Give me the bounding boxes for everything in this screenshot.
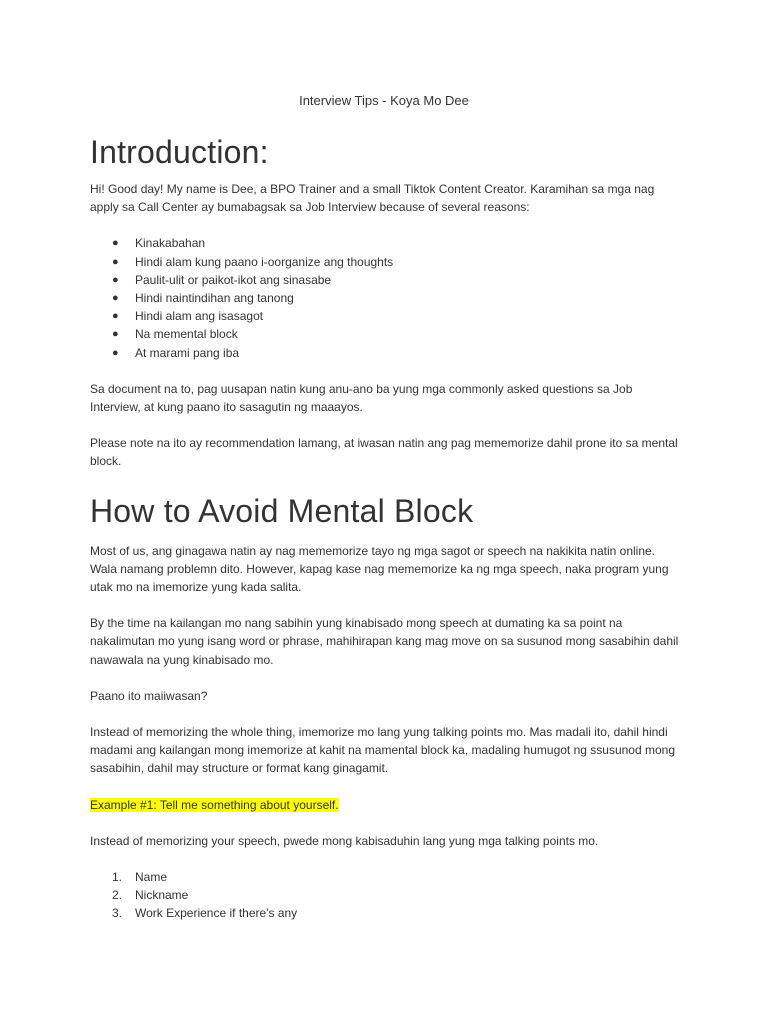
intro-paragraph: Hi! Good day! My name is Dee, a BPO Trainer and a small Tiktok Content Creator. Karamihan sa mga nag apply sa Call Center ay bumabagsak sa Job Interview because of several reasons: bbox=[90, 182, 655, 215]
avoid-paragraph-1: Most of us, ang ginagawa natin ay nag mememorize tayo ng mga sagot or speech na nakikita natin online. Wala namang problemn dito. However, kapag kase nag mememorize ka ng mga speech, naka program yung utak mo na imemorize yung kada salita. bbox=[90, 543, 669, 595]
bullet-icon: ● bbox=[112, 273, 119, 286]
intro-paragraph-3: Please note na ito ay recommendation lamang, at iwasan natin ang pag mememorize dahil prone ito sa mental block. bbox=[90, 436, 678, 469]
list-item-text: At marami pang iba bbox=[135, 345, 240, 360]
list-item-text: Nickname bbox=[135, 888, 189, 903]
avoid-question: Paano ito maiiwasan? bbox=[90, 688, 208, 703]
list-item-text: Hindi alam kung paano i-oorganize ang thoughts bbox=[135, 254, 394, 269]
bullet-icon: ● bbox=[112, 255, 119, 268]
bullet-icon: ● bbox=[112, 292, 119, 305]
list-item bbox=[90, 868, 680, 886]
list-item-text: Hindi alam ang isasagot bbox=[135, 309, 264, 324]
document-body bbox=[90, 132, 680, 923]
bullet-icon: ● bbox=[112, 310, 119, 323]
list-item bbox=[90, 344, 680, 362]
list-item-text: Work Experience if there's any bbox=[135, 906, 298, 921]
list-item-text: Kinakabahan bbox=[135, 236, 206, 251]
avoid-paragraph-4: Instead of memorizing the whole thing, imemorize mo lang yung talking points mo. Mas madali ito, dahil hindi madami ang kailangan mong imemorize at kahit na mamental block ka, madaling humugot ng ssusunod mong sasabihin, dahil may structure or format kang ginagamit. bbox=[90, 725, 675, 776]
talking-points-list bbox=[90, 868, 680, 923]
bullet-icon: ● bbox=[112, 346, 119, 359]
list-item-text: Paulit-ulit or paikot-ikot ang sinasabe bbox=[135, 272, 332, 287]
list-number: 1. bbox=[112, 870, 123, 885]
reasons-list bbox=[90, 234, 680, 361]
list-item bbox=[90, 253, 680, 271]
list-item bbox=[90, 325, 680, 343]
list-item-text: Hindi naintindihan ang tanong bbox=[135, 291, 294, 306]
example-label bbox=[90, 796, 680, 814]
bullet-icon: ● bbox=[112, 328, 119, 341]
list-item bbox=[90, 904, 680, 922]
intro-paragraph-2: Sa document na to, pag uusapan natin kung anu-ano ba yung mga commonly asked questions sa Job Interview, at kung paano ito sasagutin ng maaayos. bbox=[90, 381, 633, 415]
bullet-icon: ● bbox=[112, 237, 119, 250]
heading-introduction: Introduction: bbox=[90, 134, 269, 170]
document-header-title: Interview Tips - Koya Mo Dee bbox=[299, 93, 469, 108]
list-item bbox=[90, 271, 680, 289]
heading-avoid-mental-block: How to Avoid Mental Block bbox=[90, 492, 474, 529]
list-item bbox=[90, 234, 680, 252]
list-item bbox=[90, 886, 680, 904]
highlighted-text: Example #1: Tell me something about yourself. bbox=[90, 797, 339, 812]
list-number: 2. bbox=[112, 888, 123, 903]
list-item bbox=[90, 289, 680, 307]
avoid-paragraph-5: Instead of memorizing your speech, pwede mong kabisaduhin lang yung mga talking points mo. bbox=[90, 833, 599, 848]
list-item bbox=[90, 307, 680, 325]
list-item-text: Na memental block bbox=[135, 327, 238, 342]
avoid-paragraph-2: By the time na kailangan mo nang sabihin yung kinabisado mong speech at dumating ka sa point na nakalimutan mo yung isang word or phrase, mahihirapan kang mag move on sa susunod mong sasabihin dahil nawawala na yung kinabisado mo. bbox=[90, 616, 679, 667]
list-item-text: Name bbox=[135, 870, 168, 885]
list-number: 3. bbox=[112, 906, 123, 921]
